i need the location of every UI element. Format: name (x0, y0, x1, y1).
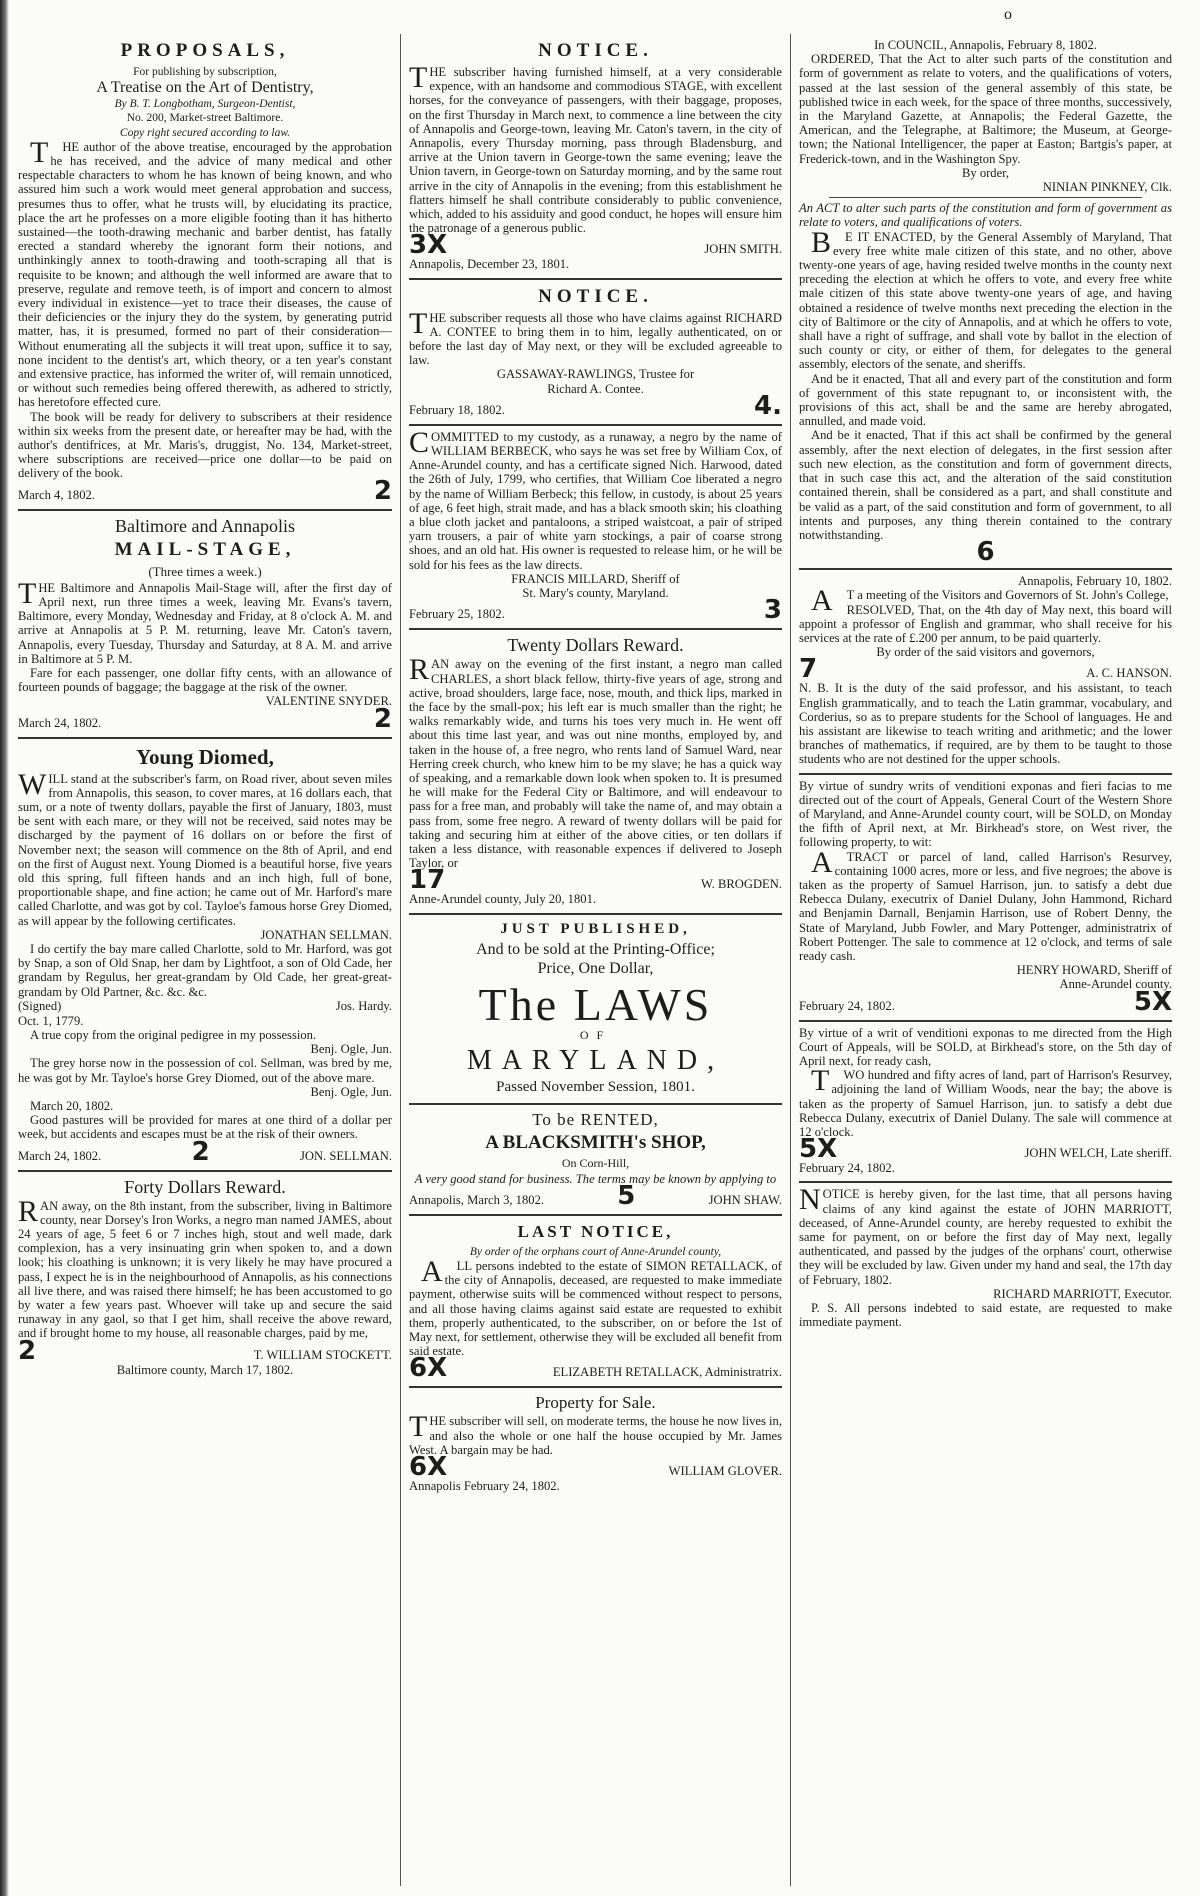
harrison-mark: 5X (1133, 986, 1172, 1017)
notice1-mark: 3X (409, 230, 448, 261)
diomed-date1: March 20, 1802. (30, 1098, 114, 1113)
committed-ad (409, 426, 782, 630)
mailstage-ad (18, 511, 392, 739)
laws-ad (409, 915, 782, 1105)
harrison-body: ATRACT or parcel of land, called Harrison's Resurvey, containing 1000 acres, more or less, and five negroes; the above is taken as the property of Samuel Harrison, jun. to satisfy a debt due Rebecca Dulany, executrix of Daniel Dulany, John Hammond, Richard and Benjamin Darnall, Benjamin Harrison, use of Robert Denny, the State of Maryland, Jubb Fowler, and Mary Pottenger, administratrix of Robert Pottenger. The sale to commence at 12 o'clock, and terms of sale ready cash. (799, 845, 1172, 963)
marriott-ps: P. S. All persons indebted to said estate, are requested to make immediate payment. (799, 1301, 1172, 1330)
property-mark: 6X (409, 1451, 448, 1482)
notice2-body: THE subscriber requests all those who have claims against RICHARD A. CONTEE to bring them in to him, legally authenticated, on or before the last day of May next, or they will be excluded agreeable to law. (409, 306, 782, 368)
proposals-title: PROPOSALS, (120, 40, 290, 61)
lastnotice-body: ALL persons indebted to the estate of SIMON RETALLACK, of the city of Annapolis, deceased, are requested to make immediate payment, otherwise suits will be commenced without respect to persons, and all those having claims against said estate are requested to exhibit them, properly authenticated, to the subscriber, on or before the 1st of May next, for settlement, otherwise they will be excluded all benefit from said estate. (409, 1254, 782, 1359)
lastnotice-mark: 6X (409, 1353, 448, 1384)
diomed-body1: WILL stand at the subscriber's farm, on Road river, about seven miles from Annapolis, this season, to cover mares, at 16 dollars each, that sum, or a note of twenty dollars, payable the first of January, 1803, must be sent with each mare, or they will not be received, said notes may be discharged by the payment of 16 dollars on or before the first of November next; the season will commence on the 8th of April, and end on the first of August next. Young Diomed is a beautiful horse, five years old this spring, full fifteen hands and an inch high, full of bone, proportionable shape, and fine action; he came out of Mr. Harford's mare called Charlotte, and was got by col. Tayloe's famous horse Grey Diomed, as will appear by the following certificates. (18, 767, 392, 928)
laws-l2: And to be sold at the Printing-Office; (476, 940, 715, 958)
property-title: Property for Sale. (535, 1393, 656, 1413)
laws-l3: Price, One Dollar, (537, 959, 654, 977)
diomed-date2: March 24, 1802. (18, 1148, 102, 1163)
notice2-signer2: Richard A. Contee. (547, 381, 644, 396)
diomed-signer1: JONATHAN SELLMAN. (260, 927, 392, 942)
diomed-grey: The grey horse now in the possession of col. Sellman, was bred by me, he was got by Mr. Tayloe's horse Grey Diomed, out of the above mare. (18, 1056, 392, 1085)
diomed-ogle: Benj. Ogle, Jun. (310, 1042, 392, 1057)
proposals-body1: THE author of the above treatise, encouraged by the approbation he has received, and the advice of many medical and other respectable characters to whom he has known of being known, and who assured him such a work would meet general approbation and success, presumes thus to offer, what he trusts will, by elucidating its practice, place the art he professes on a more eligible footing than it has hitherto sustained—the tooth-drawing mechanic and barber dentist, has fatally erected a standard whereby the ignorant form their notions, and unthinkingly annex to tooth-drawing and tooth-scraping all that is requisite to be known; and although the well informed are aware that to preserve, regulate and remove teeth, is of import and concern to almost every individual in existence—yet to trace their diseases, the cause of their deficiencies or the injury they do the system, by generating putrid matter, has, it is presumed, formed no part of their consideration—Without enumerating all the subjects it will treat upon, suffice it to say, none incident to the dentist's art, which theory, or a ten year's constant and extensive practice, has informed the writer of, will remain unnoticed, or without such remedies being offered therewith, as adhered to strictly, has heretofore effected cure. (18, 135, 392, 410)
college-ad (799, 570, 1172, 774)
forty-mark: 2 (18, 1335, 37, 1366)
rent-mark: 5 (617, 1180, 636, 1211)
council-mark: 6 (976, 537, 995, 568)
lastnotice-title: LAST NOTICE, (517, 1221, 674, 1241)
council-divider (829, 197, 1142, 198)
diomed-title: Young Diomed, (136, 744, 274, 769)
harrison-ad (799, 775, 1172, 1022)
laws-l7: Passed November Session, 1801. (496, 1078, 695, 1095)
marriott-ad (799, 1183, 1172, 1335)
council-act2: And be it enacted, That all and every part of the constitution and form of government of this state repugnant to, or inconsistent with, the provisions of this act, shall be and the same are hereby abrogated, annulled, and made void. (799, 371, 1172, 429)
notice2-mark: 4. (754, 390, 782, 421)
rent-l3: On Corn-Hill, (561, 1155, 630, 1170)
notice1-body: THE subscriber having furnished himself, at a very considerable expence, with an handsome and commodious STAGE, with excellent horses, for the conveyance of passengers, with their baggage, proposes, on the first Thursday in March next, to commence a line between the city of Annapolis and George-town, leaving Mr. Caton's tavern, in the city of Annapolis, every Thursday morning, pass through Bladensburg, and arrive at the Union tavern in George-town the same evening; leave the Union tavern, in George-town on Saturday morning, and by the same rout arrive in the city of Annapolis in the evening; from this establishment he flatters himself he shall contribute considerably to public convenience, which, added to his assiduity and good conduct, he hopes will ensure him the patronage of a generous public. (409, 61, 782, 236)
rent-l1: To be RENTED, (532, 1109, 659, 1129)
mailstage-mark: 2 (373, 703, 392, 734)
twenty-signer: W. BROGDEN. (700, 877, 782, 892)
notice2-title: NOTICE. (538, 285, 653, 307)
council-head: In COUNCIL, Annapolis, February 8, 1802. (874, 38, 1097, 52)
college-nb: N. B. It is the duty of the said professor, and his assistant, to teach English grammatically, and to teach the Latin grammar, vocabulary, and Corderius, so as to prepare students for the School of languages. He and his assistant are likewise to teach writing and arithmetic; and the lower branches of mathematics, if required, are by them to be taught to those students who are not destined for the upper schools. (799, 681, 1172, 767)
proposals-sub5: Copy right secured according to law. (119, 126, 291, 139)
mailstage-body2: Fare for each passenger, one dollar fifty cents, with an allowance of fourteen pounds of baggage; the baggage at the risk of the owner. (18, 665, 392, 695)
laws-l1: JUST PUBLISHED, (500, 920, 691, 937)
committed-date: February 25, 1802. (409, 607, 505, 622)
committed-signer2: St. Mary's county, Maryland. (522, 586, 669, 601)
mailstage-body1: THE Baltimore and Annapolis Mail-Stage will, after the first day of April next, run three times a week, leaving Mr. Evans's tavern, Baltimore, every Monday, Wednesday and Friday, at 8 o'clock A. M. and arrive at Annapolis at 5 P. M. returning, leave Mr. Caton's tavern, Annapolis, every Tuesday, Thursday and Saturday, at 8 A. M. and arrive in Baltimore at 5 P. M. (18, 576, 392, 666)
welch-ad (799, 1022, 1172, 1184)
harrison-signer: HENRY HOWARD, Sheriff of (1016, 963, 1172, 978)
committed-body: COMMITTED to my custody, as a runaway, a negro by the name of WILLIAM BERBECK, who says he was set free by William Cox, of Anne-Arundel county, and has a certificate signed Nich. Harwood, dated the 26th of July, 1799, who certifies, that William Coe liberated a negro by the name of William Berbeck; this fellow, in custody, is about 25 years of age, 6 feet high, strait made, and has a black smooth skin; his cloathing a blue cloth jacket and pantaloons, a striped waistcoat, a pair of striped yarn trousers, a pair of white yarn stockings, a pair of coarse strong shoes, and an old hat. His owner is requested to release him, or he will be sold for his fees as the law directs. (409, 425, 782, 572)
twenty-date: Anne-Arundel county, July 20, 1801. (409, 892, 597, 907)
notice1-signer: JOHN SMITH. (704, 242, 782, 257)
proposals-sub4: No. 200, Market-street Baltimore. (126, 112, 284, 125)
laws-l4: The LAWS (478, 978, 713, 1030)
forty-date: Baltimore county, March 17, 1802. (116, 1362, 294, 1377)
college-date: Annapolis, February 10, 1802. (1018, 574, 1172, 589)
committed-mark: 3 (763, 595, 782, 626)
twenty-body: RAN away on the evening of the first instant, a negro man called CHARLES, a short black fellow, thirty-five years of age, strong and active, broad shoulders, large face, nose, mouth, and thick lips, marked in the face by the small-pox; his left ear is much smaller than the right; he walks remarkably wide, and turns his toes very much in. He went off about this time last year, and was out nine months, employed by, and taken in the house of, a free negro, who rents land of Samuel Ward, near Herring creek church, who knew him to be my slave; he has a quick way of speaking, and a remarkable down look when spoken to. It is presumed he will make for the Federal City or Baltimore, and will endeavour to pass for a free man, and probably will take the name of, and may obtain a pass from, some free negro. A reward of twenty dollars will be paid for taking and securing him at either of the above cities, or ten dollars if taken a less distance, with reasonable expences if delivered to Joseph Taylor, or (409, 653, 782, 871)
notice2-signer: GASSAWAY-RAWLINGS, Trustee for (496, 367, 695, 382)
diomed-ogle2: Benj. Ogle, Jun. (310, 1084, 392, 1099)
notice1-date: Annapolis, December 23, 1801. (409, 257, 570, 272)
diomed-ad (18, 739, 392, 1172)
notice2-ad (409, 280, 782, 426)
proposals-sub1: For publishing by subscription, (133, 66, 277, 78)
harrison-date: February 24, 1802. (799, 998, 895, 1013)
column-left (10, 34, 400, 1886)
property-date: Annapolis February 24, 1802. (409, 1478, 560, 1493)
forty-title: Forty Dollars Reward. (124, 1176, 286, 1197)
notice1-title: NOTICE. (538, 40, 653, 61)
mailstage-title2: MAIL-STAGE, (114, 538, 296, 560)
lastnotice-sub: By order of the orphans court of Anne-Arundel county, (469, 1245, 722, 1258)
council-ad (799, 34, 1172, 570)
council-body: ORDERED, That the Act to alter such parts of the constitution and form of government as relate to voters, and the qualifications of voters, passed at the last session of the general assembly of this state, be published twice in each week, for the space of three months, successively, in the Maryland Gazette, at Annapolis; the Federal Gazette, the American, and the Telegraphe, at Baltimore; the Museum, at George-town; the National Intelligencer, the paper at Easton; Bartgis's paper, at Frederick-town, and in the Washington Spy. (799, 52, 1172, 166)
council-order: By order, (961, 165, 1010, 180)
notice2-date: February 18, 1802. (409, 402, 505, 417)
mailstage-title3: (Three times a week.) (148, 563, 262, 579)
lastnotice-ad (409, 1216, 782, 1389)
twenty-title: Twenty Dollars Reward. (507, 635, 684, 656)
college-body1: AT a meeting of the Visitors and Governors of St. John's College, (811, 584, 1169, 618)
notice1-ad (409, 34, 782, 280)
lastnotice-signer: ELIZABETH RETALLACK, Administratrix. (552, 1365, 782, 1380)
marriott-body: NOTICE is hereby given, for the last time, that all persons having claims of any kind against the estate of JOHN MARRIOTT, deceased, of Anne-Arundel county, are hereby requested to exhibit the same for payment, on or before the first day of May next, legally authenticated, and passed by the judges of the orphans' court, otherwise they will be excluded by law. Given under my hand and seal, the 17th day of February, 1802. (799, 1183, 1172, 1287)
property-ad (409, 1388, 782, 1499)
proposals-date: March 4, 1802. (18, 487, 95, 502)
welch-intro: By virtue of a writ of venditioni exponas to me directed from the High Court of Appeals, will be SOLD, at Birkhead's store, on the 5th day of April next, for ready cash, (799, 1025, 1172, 1068)
mailstage-title1: Baltimore and Annapolis (115, 515, 295, 536)
council-act-title: An ACT to alter such parts of the constitution and form of government as relate to voters, and qualifications of voters. (799, 201, 1172, 230)
proposals-body2: The book will be ready for delivery to subscribers at their residence within six weeks from the present date, or hereafter may be had, with the author's dentifrices, at Mr. Maris's, druggist, No. 134, Market-street, where subscriptions are received—price one dollar—to be paid on delivery of the book. (18, 409, 392, 481)
scan-edge (0, 0, 9, 1896)
diomed-pasture: Good pastures will be provided for mares at one third of a dollar per week, but accidents and escapes must be at the risk of their owners. (18, 1113, 392, 1142)
rent-body: A very good stand for business. The terms may be known by applying to (414, 1171, 777, 1186)
forty-body: RAN away, on the 8th instant, from the subscriber, living in Baltimore county, near Dorsey's Iron Works, a negro man named JAMES, about 24 years of age, 5 feet 6 or 7 inches high, stout and well made, dark complexion, has a very insinuating grin when spoken to, and a down look; his cloathing is unknown; it is very likely he may have procured a pass, I expect he is in the neighbourhood of Annapolis, as his connections all live there, and was raised there himself; he has been accustomed to go by water a few years past. Whoever will take up and secure the said runaway in any gaol, so that I get him, shall receive the above reward, and if brought home to my house, all reasonable charges, paid by me, (18, 1194, 392, 1341)
welch-signer: JOHN WELCH, Late sheriff. (1024, 1146, 1172, 1161)
laws-l5: OF (579, 1027, 612, 1042)
laws-l6: MARYLAND, (466, 1044, 725, 1076)
rent-l2: A BLACKSMITH's SHOP, (485, 1131, 706, 1153)
twenty-mark: 17 (409, 865, 446, 896)
forty-signer: T. WILLIAM STOCKETT. (253, 1347, 392, 1362)
diomed-signer2: JON. SELLMAN. (299, 1148, 392, 1163)
welch-body: TWO hundred and fifty acres of land, part of Harrison's Resurvey, adjoining the land of William Woods, near the bay; the above is taken as the property of Samuel Harrison, jun. to satisfy a debt due Rebecca Dulany, executrix of Daniel Dulany. The sale will commence at 12 o'clock. (799, 1064, 1172, 1140)
proposals-sub3: By B. T. Longbotham, Surgeon-Dentist, (114, 98, 296, 111)
council-signer: NINIAN PINKNEY, Clk. (1042, 180, 1172, 195)
rent-signer: JOHN SHAW. (708, 1192, 782, 1207)
diomed-mark: 2 (191, 1136, 210, 1167)
mailstage-signer: VALENTINE SNYDER. (265, 694, 392, 709)
forty-ad (18, 1172, 392, 1383)
proposals-mark: 2 (373, 475, 392, 506)
column-right (790, 34, 1180, 1886)
proposals-sub2: A Treatise on the Art of Dentistry, (96, 79, 314, 97)
college-order: By order of the said visitors and governors, (876, 645, 1095, 660)
diomed-hardy: Jos. Hardy. (335, 998, 392, 1013)
welch-date: February 24, 1802. (799, 1161, 895, 1176)
college-body2: RESOLVED, That, on the 4th day of May next, this board will appoint a professor of English and grammar, who shall receive for his services at the rate of £.200 per annum, to be paid quarterly. (799, 602, 1172, 645)
property-body: THE subscriber will sell, on moderate terms, the house he now lives in, and also the whole or one half the house occupied by Mr. James West. A bargain may be had. (409, 1410, 782, 1457)
mailstage-date: March 24, 1802. (18, 715, 102, 730)
committed-signer: FRANCIS MILLARD, Sheriff of (511, 571, 680, 586)
rent-ad (409, 1105, 782, 1216)
column-middle (400, 34, 790, 1886)
twenty-ad (409, 630, 782, 914)
college-signer: A. C. HANSON. (1086, 666, 1172, 681)
property-signer: WILLIAM GLOVER. (668, 1463, 782, 1478)
proposals-ad (18, 34, 392, 511)
harrison-intro: By virtue of sundry writs of venditioni exponas and fieri facias to me directed out of the court of Appeals, General Court of the Western Shore of Maryland, and Anne-Arundel county court, will be SOLD, on Monday the fifth of April next, at Mr. Birkhead's store, on West river, the following property, to wit: (799, 778, 1172, 850)
diomed-copy: A true copy from the original pedigree in my possession. (30, 1027, 317, 1042)
diomed-cert-date: Oct. 1, 1779. (18, 1013, 84, 1028)
diomed-cert: I do certify the bay mare called Charlotte, sold to Mr. Harford, was got by Snap, a son of Old Snap, her dam by Lightfoot, a son of Old Cade, her grandam by Regulus, her great-grandam by Old Cade, her great-great-grandam by Old Partner, &c. &c. &c. (18, 941, 392, 999)
diomed-signed: (Signed) (18, 998, 62, 1013)
harrison-signer2: Anne-Arundel county. (1059, 977, 1172, 992)
council-act1: BE IT ENACTED, by the General Assembly of Maryland, That every free white male citizen of this state, and no other, above twenty-one years of age, having resided twelve months in the county next preceding the election at which he offers to vote, and every free white male citizen of this state above twenty-one years of age, and having obtained a residence of twelve months next preceding the election in the city of Baltimore or the city of Annapolis, and at which he offers to vote, shall have a right of suffrage, and shall vote by ballot in the election of such county or city, or either of them, for delegates to the general assembly, electors of the senate, and sheriffs. (799, 225, 1172, 372)
welch-mark: 5X (799, 1134, 838, 1165)
corner-mark: o (1004, 6, 1012, 23)
council-act3: And be it enacted, That if this act shall be confirmed by the general assembly, after the next election of delegates, in the first session after such new election, as the constitution and form of government directs, that in such case this act, and the alteration of the said constitution contained therein, shall be considered as a part, and shall constitute and be valid as a part, of the said constitution and form of government, to all intents and purposes, any thing therein contained to the contrary notwithstanding. (799, 428, 1172, 542)
college-mark: 7 (799, 654, 818, 685)
marriott-signer: RICHARD MARRIOTT, Executor. (993, 1286, 1172, 1301)
rent-date: Annapolis, March 3, 1802. (409, 1192, 545, 1207)
